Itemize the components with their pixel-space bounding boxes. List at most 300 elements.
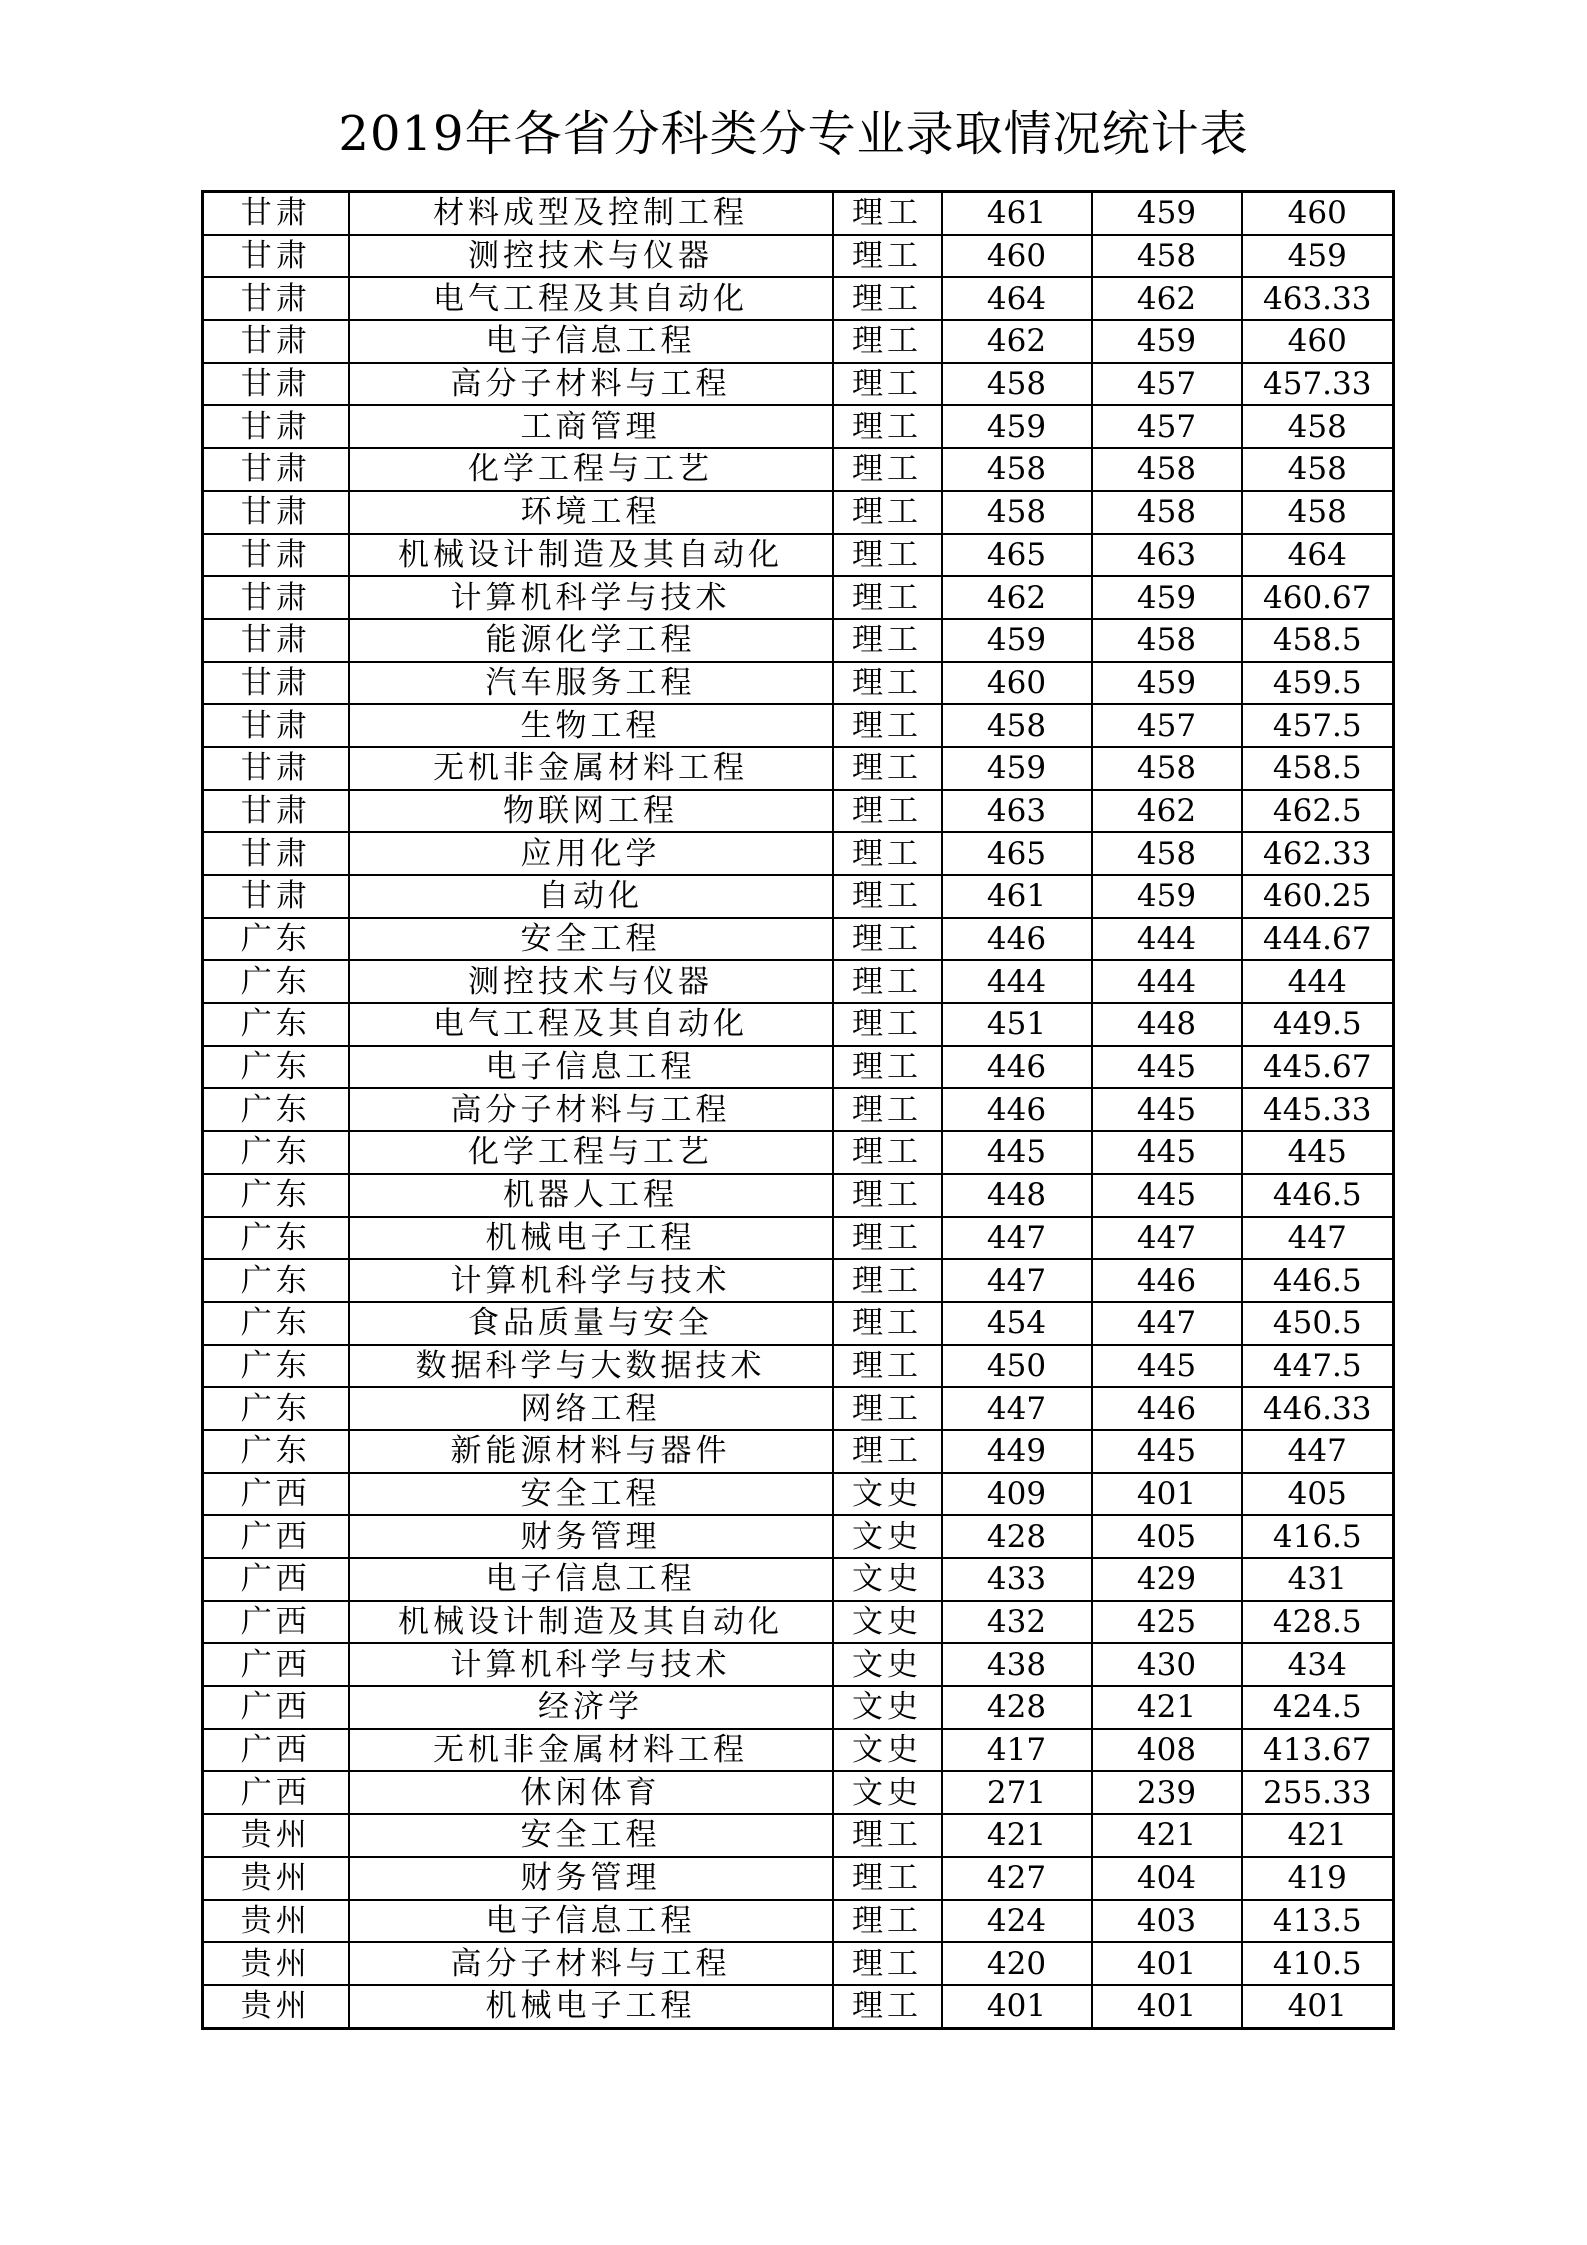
cell-category: 文史: [833, 1643, 942, 1686]
cell-major: 工商管理: [349, 405, 833, 448]
cell-province: 甘肃: [203, 747, 349, 790]
cell-province: 广东: [203, 1259, 349, 1302]
cell-avg-score: 457.5: [1242, 704, 1394, 747]
cell-category: 理工: [833, 277, 942, 320]
cell-province: 贵州: [203, 1857, 349, 1900]
cell-province: 广东: [203, 1217, 349, 1260]
cell-avg-score: 462.5: [1242, 790, 1394, 833]
table-row: [203, 1900, 1394, 1943]
cell-major: 高分子材料与工程: [349, 1088, 833, 1131]
cell-min-score: 457: [1092, 704, 1242, 747]
cell-major: 汽车服务工程: [349, 662, 833, 705]
table-row: [203, 235, 1394, 278]
cell-province: 广西: [203, 1686, 349, 1729]
cell-category: 理工: [833, 1088, 942, 1131]
page-title: 2019年各省分科类分专业录取情况统计表: [338, 106, 1249, 162]
cell-category: 理工: [833, 1900, 942, 1943]
cell-max-score: 433: [942, 1558, 1092, 1601]
cell-province: 广西: [203, 1558, 349, 1601]
table-row: [203, 320, 1394, 363]
cell-category: 文史: [833, 1558, 942, 1601]
cell-province: 广西: [203, 1771, 349, 1814]
cell-category: 理工: [833, 1003, 942, 1046]
cell-min-score: 462: [1092, 790, 1242, 833]
cell-max-score: 459: [942, 405, 1092, 448]
table-row: [203, 1259, 1394, 1302]
cell-min-score: 458: [1092, 747, 1242, 790]
cell-category: 文史: [833, 1601, 942, 1644]
cell-max-score: 458: [942, 363, 1092, 406]
cell-major: 机械设计制造及其自动化: [349, 1601, 833, 1644]
cell-max-score: 450: [942, 1345, 1092, 1388]
cell-major: 电气工程及其自动化: [349, 1003, 833, 1046]
cell-category: 理工: [833, 1259, 942, 1302]
cell-avg-score: 428.5: [1242, 1601, 1394, 1644]
table-row: [203, 1857, 1394, 1900]
cell-province: 甘肃: [203, 619, 349, 662]
cell-max-score: 446: [942, 1046, 1092, 1089]
cell-max-score: 447: [942, 1387, 1092, 1430]
cell-major: 化学工程与工艺: [349, 1131, 833, 1174]
cell-major: 电子信息工程: [349, 320, 833, 363]
cell-province: 贵州: [203, 1814, 349, 1857]
cell-major: 电气工程及其自动化: [349, 277, 833, 320]
cell-province: 广西: [203, 1473, 349, 1516]
table-row: [203, 1515, 1394, 1558]
cell-min-score: 462: [1092, 277, 1242, 320]
cell-max-score: 460: [942, 662, 1092, 705]
cell-province: 贵州: [203, 1942, 349, 1985]
cell-avg-score: 460: [1242, 192, 1394, 235]
cell-category: 理工: [833, 1046, 942, 1089]
cell-category: 理工: [833, 875, 942, 918]
cell-min-score: 463: [1092, 534, 1242, 577]
cell-max-score: 458: [942, 491, 1092, 534]
cell-max-score: 448: [942, 1174, 1092, 1217]
cell-major: 能源化学工程: [349, 619, 833, 662]
cell-max-score: 464: [942, 277, 1092, 320]
cell-min-score: 404: [1092, 1857, 1242, 1900]
cell-min-score: 401: [1092, 1473, 1242, 1516]
cell-category: 理工: [833, 1131, 942, 1174]
cell-min-score: 459: [1092, 662, 1242, 705]
cell-max-score: 449: [942, 1430, 1092, 1473]
cell-max-score: 445: [942, 1131, 1092, 1174]
cell-max-score: 462: [942, 576, 1092, 619]
table-row: [203, 1302, 1394, 1345]
cell-major: 计算机科学与技术: [349, 1643, 833, 1686]
cell-category: 理工: [833, 918, 942, 961]
table-row: [203, 662, 1394, 705]
cell-min-score: 444: [1092, 960, 1242, 1003]
cell-category: 理工: [833, 320, 942, 363]
cell-major: 计算机科学与技术: [349, 1259, 833, 1302]
cell-province: 甘肃: [203, 277, 349, 320]
cell-province: 甘肃: [203, 192, 349, 235]
cell-max-score: 446: [942, 918, 1092, 961]
cell-category: 理工: [833, 1942, 942, 1985]
cell-province: 广东: [203, 1430, 349, 1473]
table-row: [203, 363, 1394, 406]
table-row: [203, 918, 1394, 961]
cell-major: 电子信息工程: [349, 1558, 833, 1601]
cell-major: 安全工程: [349, 1473, 833, 1516]
cell-min-score: 457: [1092, 363, 1242, 406]
cell-major: 电子信息工程: [349, 1046, 833, 1089]
cell-max-score: 438: [942, 1643, 1092, 1686]
cell-avg-score: 431: [1242, 1558, 1394, 1601]
cell-category: 理工: [833, 1302, 942, 1345]
cell-category: 理工: [833, 747, 942, 790]
cell-category: 文史: [833, 1515, 942, 1558]
cell-max-score: 420: [942, 1942, 1092, 1985]
cell-avg-score: 445: [1242, 1131, 1394, 1174]
table-row: [203, 491, 1394, 534]
cell-major: 数据科学与大数据技术: [349, 1345, 833, 1388]
cell-category: 理工: [833, 576, 942, 619]
cell-major: 安全工程: [349, 1814, 833, 1857]
cell-max-score: 409: [942, 1473, 1092, 1516]
table-row: [203, 1473, 1394, 1516]
table-row: [203, 1003, 1394, 1046]
cell-max-score: 428: [942, 1515, 1092, 1558]
cell-category: 文史: [833, 1473, 942, 1516]
cell-min-score: 430: [1092, 1643, 1242, 1686]
cell-avg-score: 458: [1242, 405, 1394, 448]
cell-min-score: 403: [1092, 1900, 1242, 1943]
cell-category: 理工: [833, 1174, 942, 1217]
cell-avg-score: 458.5: [1242, 747, 1394, 790]
cell-max-score: 459: [942, 747, 1092, 790]
table-row: [203, 1088, 1394, 1131]
table-row: [203, 1686, 1394, 1729]
cell-max-score: 463: [942, 790, 1092, 833]
cell-min-score: 445: [1092, 1174, 1242, 1217]
cell-province: 广东: [203, 960, 349, 1003]
cell-province: 广西: [203, 1601, 349, 1644]
table-row: [203, 1771, 1394, 1814]
cell-category: 理工: [833, 363, 942, 406]
cell-major: 无机非金属材料工程: [349, 747, 833, 790]
cell-avg-score: 458: [1242, 448, 1394, 491]
cell-min-score: 444: [1092, 918, 1242, 961]
cell-category: 理工: [833, 662, 942, 705]
table-row: [203, 1942, 1394, 1985]
table-row: [203, 619, 1394, 662]
cell-min-score: 458: [1092, 235, 1242, 278]
cell-avg-score: 416.5: [1242, 1515, 1394, 1558]
cell-avg-score: 419: [1242, 1857, 1394, 1900]
cell-major: 材料成型及控制工程: [349, 192, 833, 235]
cell-avg-score: 463.33: [1242, 277, 1394, 320]
table-row: [203, 576, 1394, 619]
cell-min-score: 459: [1092, 576, 1242, 619]
table-row: [203, 1217, 1394, 1260]
cell-major: 财务管理: [349, 1857, 833, 1900]
cell-province: 甘肃: [203, 662, 349, 705]
cell-major: 生物工程: [349, 704, 833, 747]
cell-max-score: 427: [942, 1857, 1092, 1900]
cell-province: 广西: [203, 1515, 349, 1558]
cell-category: 文史: [833, 1729, 942, 1772]
cell-min-score: 239: [1092, 1771, 1242, 1814]
cell-min-score: 445: [1092, 1131, 1242, 1174]
table-row: [203, 1430, 1394, 1473]
cell-max-score: 424: [942, 1900, 1092, 1943]
cell-avg-score: 255.33: [1242, 1771, 1394, 1814]
cell-major: 食品质量与安全: [349, 1302, 833, 1345]
cell-max-score: 462: [942, 320, 1092, 363]
table-row: [203, 1387, 1394, 1430]
cell-major: 测控技术与仪器: [349, 960, 833, 1003]
table-row: [203, 747, 1394, 790]
cell-category: 理工: [833, 1857, 942, 1900]
table-row: [203, 1558, 1394, 1601]
cell-min-score: 458: [1092, 619, 1242, 662]
cell-major: 电子信息工程: [349, 1900, 833, 1943]
cell-max-score: 271: [942, 1771, 1092, 1814]
table-row: [203, 832, 1394, 875]
cell-category: 理工: [833, 704, 942, 747]
cell-min-score: 408: [1092, 1729, 1242, 1772]
cell-min-score: 425: [1092, 1601, 1242, 1644]
cell-max-score: 401: [942, 1985, 1092, 2028]
cell-province: 广东: [203, 1345, 349, 1388]
cell-max-score: 461: [942, 875, 1092, 918]
cell-category: 理工: [833, 405, 942, 448]
cell-province: 甘肃: [203, 704, 349, 747]
table-row: [203, 192, 1394, 235]
table-row: [203, 1814, 1394, 1857]
cell-major: 环境工程: [349, 491, 833, 534]
cell-avg-score: 460: [1242, 320, 1394, 363]
cell-max-score: 458: [942, 448, 1092, 491]
table-row: [203, 1046, 1394, 1089]
cell-major: 测控技术与仪器: [349, 235, 833, 278]
table-row: [203, 960, 1394, 1003]
cell-avg-score: 410.5: [1242, 1942, 1394, 1985]
table-row: [203, 1601, 1394, 1644]
cell-major: 机器人工程: [349, 1174, 833, 1217]
cell-avg-score: 446.5: [1242, 1259, 1394, 1302]
cell-max-score: 461: [942, 192, 1092, 235]
cell-min-score: 405: [1092, 1515, 1242, 1558]
cell-category: 理工: [833, 1430, 942, 1473]
cell-min-score: 448: [1092, 1003, 1242, 1046]
cell-province: 甘肃: [203, 576, 349, 619]
cell-min-score: 447: [1092, 1217, 1242, 1260]
cell-major: 机械设计制造及其自动化: [349, 534, 833, 577]
cell-category: 理工: [833, 448, 942, 491]
cell-avg-score: 413.67: [1242, 1729, 1394, 1772]
cell-province: 甘肃: [203, 875, 349, 918]
cell-avg-score: 459.5: [1242, 662, 1394, 705]
cell-avg-score: 459: [1242, 235, 1394, 278]
cell-min-score: 429: [1092, 1558, 1242, 1601]
cell-max-score: 465: [942, 832, 1092, 875]
cell-min-score: 421: [1092, 1814, 1242, 1857]
cell-min-score: 459: [1092, 320, 1242, 363]
cell-category: 理工: [833, 1217, 942, 1260]
cell-avg-score: 405: [1242, 1473, 1394, 1516]
cell-category: 理工: [833, 960, 942, 1003]
cell-avg-score: 460.25: [1242, 875, 1394, 918]
cell-province: 甘肃: [203, 363, 349, 406]
cell-major: 自动化: [349, 875, 833, 918]
admission-score-table: [201, 190, 1395, 2030]
cell-max-score: 444: [942, 960, 1092, 1003]
cell-max-score: 465: [942, 534, 1092, 577]
cell-major: 高分子材料与工程: [349, 363, 833, 406]
cell-max-score: 451: [942, 1003, 1092, 1046]
table-row: [203, 875, 1394, 918]
cell-min-score: 446: [1092, 1259, 1242, 1302]
cell-max-score: 458: [942, 704, 1092, 747]
cell-province: 广西: [203, 1643, 349, 1686]
table-row: [203, 405, 1394, 448]
table-row: [203, 1131, 1394, 1174]
table-row: [203, 1174, 1394, 1217]
cell-avg-score: 446.5: [1242, 1174, 1394, 1217]
cell-major: 安全工程: [349, 918, 833, 961]
cell-category: 文史: [833, 1771, 942, 1814]
cell-province: 甘肃: [203, 448, 349, 491]
cell-category: 理工: [833, 1814, 942, 1857]
cell-major: 新能源材料与器件: [349, 1430, 833, 1473]
cell-province: 贵州: [203, 1985, 349, 2028]
cell-max-score: 428: [942, 1686, 1092, 1729]
cell-province: 甘肃: [203, 491, 349, 534]
cell-province: 广东: [203, 1003, 349, 1046]
cell-avg-score: 444: [1242, 960, 1394, 1003]
cell-avg-score: 460.67: [1242, 576, 1394, 619]
cell-province: 甘肃: [203, 235, 349, 278]
cell-province: 贵州: [203, 1900, 349, 1943]
cell-province: 广西: [203, 1729, 349, 1772]
cell-max-score: 446: [942, 1088, 1092, 1131]
cell-avg-score: 449.5: [1242, 1003, 1394, 1046]
cell-major: 无机非金属材料工程: [349, 1729, 833, 1772]
cell-major: 机械电子工程: [349, 1985, 833, 2028]
cell-avg-score: 434: [1242, 1643, 1394, 1686]
cell-category: 理工: [833, 1387, 942, 1430]
cell-min-score: 458: [1092, 491, 1242, 534]
cell-major: 物联网工程: [349, 790, 833, 833]
cell-avg-score: 445.67: [1242, 1046, 1394, 1089]
cell-category: 理工: [833, 192, 942, 235]
cell-max-score: 459: [942, 619, 1092, 662]
cell-max-score: 432: [942, 1601, 1092, 1644]
cell-max-score: 460: [942, 235, 1092, 278]
cell-max-score: 447: [942, 1217, 1092, 1260]
cell-avg-score: 450.5: [1242, 1302, 1394, 1345]
cell-category: 理工: [833, 534, 942, 577]
cell-avg-score: 447.5: [1242, 1345, 1394, 1388]
cell-min-score: 445: [1092, 1088, 1242, 1131]
cell-avg-score: 447: [1242, 1217, 1394, 1260]
cell-min-score: 401: [1092, 1985, 1242, 2028]
table-body: [203, 192, 1394, 2029]
cell-min-score: 457: [1092, 405, 1242, 448]
cell-province: 广东: [203, 1046, 349, 1089]
cell-major: 休闲体育: [349, 1771, 833, 1814]
cell-max-score: 447: [942, 1259, 1092, 1302]
cell-major: 机械电子工程: [349, 1217, 833, 1260]
cell-avg-score: 444.67: [1242, 918, 1394, 961]
cell-avg-score: 458.5: [1242, 619, 1394, 662]
cell-category: 理工: [833, 619, 942, 662]
cell-province: 广东: [203, 1131, 349, 1174]
cell-avg-score: 464: [1242, 534, 1394, 577]
cell-province: 广东: [203, 918, 349, 961]
cell-major: 高分子材料与工程: [349, 1942, 833, 1985]
cell-category: 理工: [833, 235, 942, 278]
cell-avg-score: 413.5: [1242, 1900, 1394, 1943]
cell-min-score: 459: [1092, 875, 1242, 918]
table-row: [203, 1345, 1394, 1388]
table-row: [203, 1729, 1394, 1772]
cell-category: 文史: [833, 1686, 942, 1729]
cell-min-score: 459: [1092, 192, 1242, 235]
cell-avg-score: 458: [1242, 491, 1394, 534]
table-row: [203, 1643, 1394, 1686]
cell-province: 甘肃: [203, 405, 349, 448]
table-row: [203, 534, 1394, 577]
cell-province: 甘肃: [203, 320, 349, 363]
cell-min-score: 445: [1092, 1430, 1242, 1473]
cell-province: 广东: [203, 1302, 349, 1345]
cell-province: 广东: [203, 1174, 349, 1217]
cell-category: 理工: [833, 832, 942, 875]
cell-min-score: 446: [1092, 1387, 1242, 1430]
cell-avg-score: 457.33: [1242, 363, 1394, 406]
table-row: [203, 1985, 1394, 2028]
cell-avg-score: 447: [1242, 1430, 1394, 1473]
cell-avg-score: 421: [1242, 1814, 1394, 1857]
cell-major: 网络工程: [349, 1387, 833, 1430]
cell-avg-score: 446.33: [1242, 1387, 1394, 1430]
cell-max-score: 417: [942, 1729, 1092, 1772]
cell-major: 经济学: [349, 1686, 833, 1729]
cell-category: 理工: [833, 491, 942, 534]
table-row: [203, 790, 1394, 833]
cell-province: 广东: [203, 1088, 349, 1131]
cell-category: 理工: [833, 1985, 942, 2028]
cell-min-score: 458: [1092, 448, 1242, 491]
cell-category: 理工: [833, 1345, 942, 1388]
cell-province: 甘肃: [203, 832, 349, 875]
cell-max-score: 421: [942, 1814, 1092, 1857]
cell-min-score: 401: [1092, 1942, 1242, 1985]
cell-min-score: 445: [1092, 1046, 1242, 1089]
cell-min-score: 421: [1092, 1686, 1242, 1729]
cell-min-score: 447: [1092, 1302, 1242, 1345]
cell-major: 财务管理: [349, 1515, 833, 1558]
cell-avg-score: 445.33: [1242, 1088, 1394, 1131]
table-row: [203, 704, 1394, 747]
cell-min-score: 445: [1092, 1345, 1242, 1388]
cell-category: 理工: [833, 790, 942, 833]
cell-province: 甘肃: [203, 534, 349, 577]
cell-avg-score: 401: [1242, 1985, 1394, 2028]
cell-avg-score: 462.33: [1242, 832, 1394, 875]
cell-major: 计算机科学与技术: [349, 576, 833, 619]
cell-avg-score: 424.5: [1242, 1686, 1394, 1729]
cell-major: 化学工程与工艺: [349, 448, 833, 491]
cell-major: 应用化学: [349, 832, 833, 875]
table-row: [203, 277, 1394, 320]
cell-province: 广东: [203, 1387, 349, 1430]
